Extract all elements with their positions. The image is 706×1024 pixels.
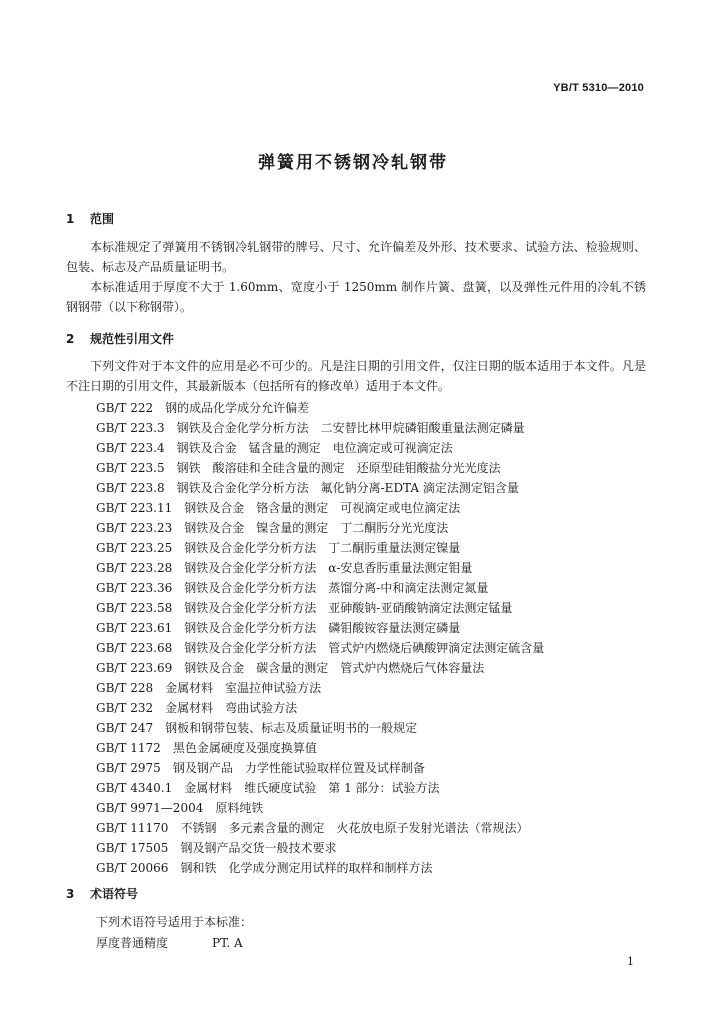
reference-code: GB/T 223.61	[96, 621, 173, 635]
reference-item	[96, 818, 544, 838]
section-1-para-1: 本标准规定了弹簧用不锈钢冷轧钢带的牌号、尺寸、允许偏差及外形、技术要求、试验方法、检验规则、包装、标志及产品质量证明书。	[66, 240, 646, 274]
reference-title: 钢铁及合金化学分析方法 亚砷酸钠-亚硝酸钠滴定法测定锰量	[184, 601, 513, 615]
reference-item	[96, 798, 544, 818]
section-2-title: 规范性引用文件	[90, 332, 175, 346]
reference-code: GB/T 222	[96, 401, 154, 415]
reference-item	[96, 498, 544, 518]
section-3-heading	[66, 885, 138, 902]
reference-code: GB/T 4340.1	[96, 781, 173, 795]
reference-item	[96, 738, 544, 758]
standard-code: YB/T 5310—2010	[553, 82, 644, 94]
reference-title: 金属材料 维氏硬度试验 第 1 部分：试验方法	[184, 781, 440, 795]
section-2-para-1: 下列文件对于本文件的应用是必不可少的。凡是注日期的引用文件，仅注日期的版本适用于本文件。凡是不注日期的引用文件，其最新版本（包括所有的修改单）适用于本文件。	[66, 359, 646, 393]
reference-code: GB/T 223.68	[96, 641, 173, 655]
section-2-number: 2	[66, 332, 75, 346]
section-3-title: 术语符号	[90, 887, 139, 901]
reference-code: GB/T 11170	[96, 821, 169, 835]
reference-code: GB/T 223.8	[96, 481, 165, 495]
reference-item	[96, 658, 544, 678]
reference-item	[96, 538, 544, 558]
reference-code: GB/T 2975	[96, 761, 161, 775]
reference-item	[96, 698, 544, 718]
section-3-number: 3	[66, 887, 75, 901]
reference-title: 钢铁及合金 铬含量的测定 可视滴定或电位滴定法	[184, 501, 461, 515]
reference-code: GB/T 1172	[96, 741, 161, 755]
symbol-term: 厚度普通精度	[96, 936, 169, 950]
reference-title: 钢和铁 化学成分测定用试样的取样和制样方法	[180, 861, 433, 875]
reference-title: 钢铁及合金化学分析方法 丁二酮肟重量法测定镍量	[184, 541, 461, 555]
reference-item	[96, 418, 544, 438]
reference-code: GB/T 223.69	[96, 661, 173, 675]
reference-code: GB/T 9971—2004	[96, 801, 204, 815]
reference-code: GB/T 223.36	[96, 581, 173, 595]
reference-code: GB/T 223.23	[96, 521, 173, 535]
reference-item	[96, 458, 544, 478]
reference-code: GB/T 223.58	[96, 601, 173, 615]
reference-title: 钢铁及合金 锰含量的测定 电位滴定或可视滴定法	[176, 441, 453, 455]
reference-item	[96, 638, 544, 658]
page-number: 1	[627, 955, 634, 968]
reference-code: GB/T 247	[96, 721, 154, 735]
reference-title: 钢铁及合金化学分析方法 二安替比林甲烷磷钼酸重量法测定磷量	[176, 421, 525, 435]
reference-item	[96, 678, 544, 698]
reference-item	[96, 618, 544, 638]
reference-title: 钢铁及合金 碳含量的测定 管式炉内燃烧后气体容量法	[184, 661, 485, 675]
reference-title: 金属材料 室温拉伸试验方法	[165, 681, 322, 695]
section-2-heading	[66, 330, 174, 347]
section-1-heading	[66, 210, 114, 227]
section-1-title: 范围	[90, 212, 115, 226]
reference-list	[96, 398, 544, 878]
document-title: 弹簧用不锈钢冷轧钢带	[258, 153, 448, 173]
reference-item	[96, 758, 544, 778]
reference-title: 黑色金属硬度及强度换算值	[172, 741, 317, 755]
reference-item	[96, 558, 544, 578]
symbol-row	[96, 934, 243, 951]
reference-item	[96, 718, 544, 738]
reference-title: 原料纯铁	[215, 801, 264, 815]
reference-item	[96, 398, 544, 418]
reference-title: 钢铁及合金化学分析方法 磷钼酸铵容量法测定磷量	[184, 621, 461, 635]
reference-item	[96, 838, 544, 858]
reference-item	[96, 478, 544, 498]
section-3-para-1: 下列术语符号适用于本标准：	[96, 915, 253, 929]
section-1-para-2: 本标准适用于厚度不大于 1.60mm、宽度小于 1250mm 制作片簧、盘簧，以及弹性元件用的冷轧不锈钢钢带（以下称钢带）。	[66, 280, 646, 314]
reference-code: GB/T 223.4	[96, 441, 165, 455]
reference-item	[96, 858, 544, 878]
reference-item	[96, 438, 544, 458]
reference-title: 钢板和钢带包装、标志及质量证明书的一般规定	[165, 721, 418, 735]
reference-title: 钢铁及合金 镍含量的测定 丁二酮肟分光光度法	[184, 521, 449, 535]
reference-code: GB/T 223.28	[96, 561, 173, 575]
reference-title: 钢及钢产品交货一般技术要求	[180, 841, 337, 855]
reference-code: GB/T 232	[96, 701, 154, 715]
reference-code: GB/T 17505	[96, 841, 169, 855]
reference-title: 钢及钢产品 力学性能试验取样位置及试样制备	[172, 761, 425, 775]
reference-code: GB/T 228	[96, 681, 154, 695]
reference-code: GB/T 223.5	[96, 461, 165, 475]
reference-item	[96, 578, 544, 598]
reference-code: GB/T 223.11	[96, 501, 173, 515]
reference-title: 钢铁及合金化学分析方法 α-安息香肟重量法测定钼量	[184, 561, 473, 575]
reference-item	[96, 518, 544, 538]
reference-title: 钢铁 酸溶硅和全硅含量的测定 还原型硅钼酸盐分光光度法	[176, 461, 501, 475]
reference-code: GB/T 223.3	[96, 421, 165, 435]
reference-title: 钢铁及合金化学分析方法 管式炉内燃烧后碘酸钾滴定法测定硫含量	[184, 641, 545, 655]
section-1-number: 1	[66, 212, 75, 226]
reference-item	[96, 598, 544, 618]
reference-title: 不锈钢 多元素含量的测定 火花放电原子发射光谱法（常规法）	[180, 821, 529, 835]
reference-item	[96, 778, 544, 798]
reference-title: 金属材料 弯曲试验方法	[165, 701, 298, 715]
reference-title: 钢的成品化学成分允许偏差	[165, 401, 310, 415]
reference-title: 钢铁及合金化学分析方法 蒸馏分离-中和滴定法测定氮量	[184, 581, 489, 595]
reference-title: 钢铁及合金化学分析方法 氟化钠分离-EDTA 滴定法测定铝含量	[176, 481, 519, 495]
reference-code: GB/T 20066	[96, 861, 169, 875]
reference-code: GB/T 223.25	[96, 541, 173, 555]
symbol-value: PT. A	[212, 936, 243, 950]
